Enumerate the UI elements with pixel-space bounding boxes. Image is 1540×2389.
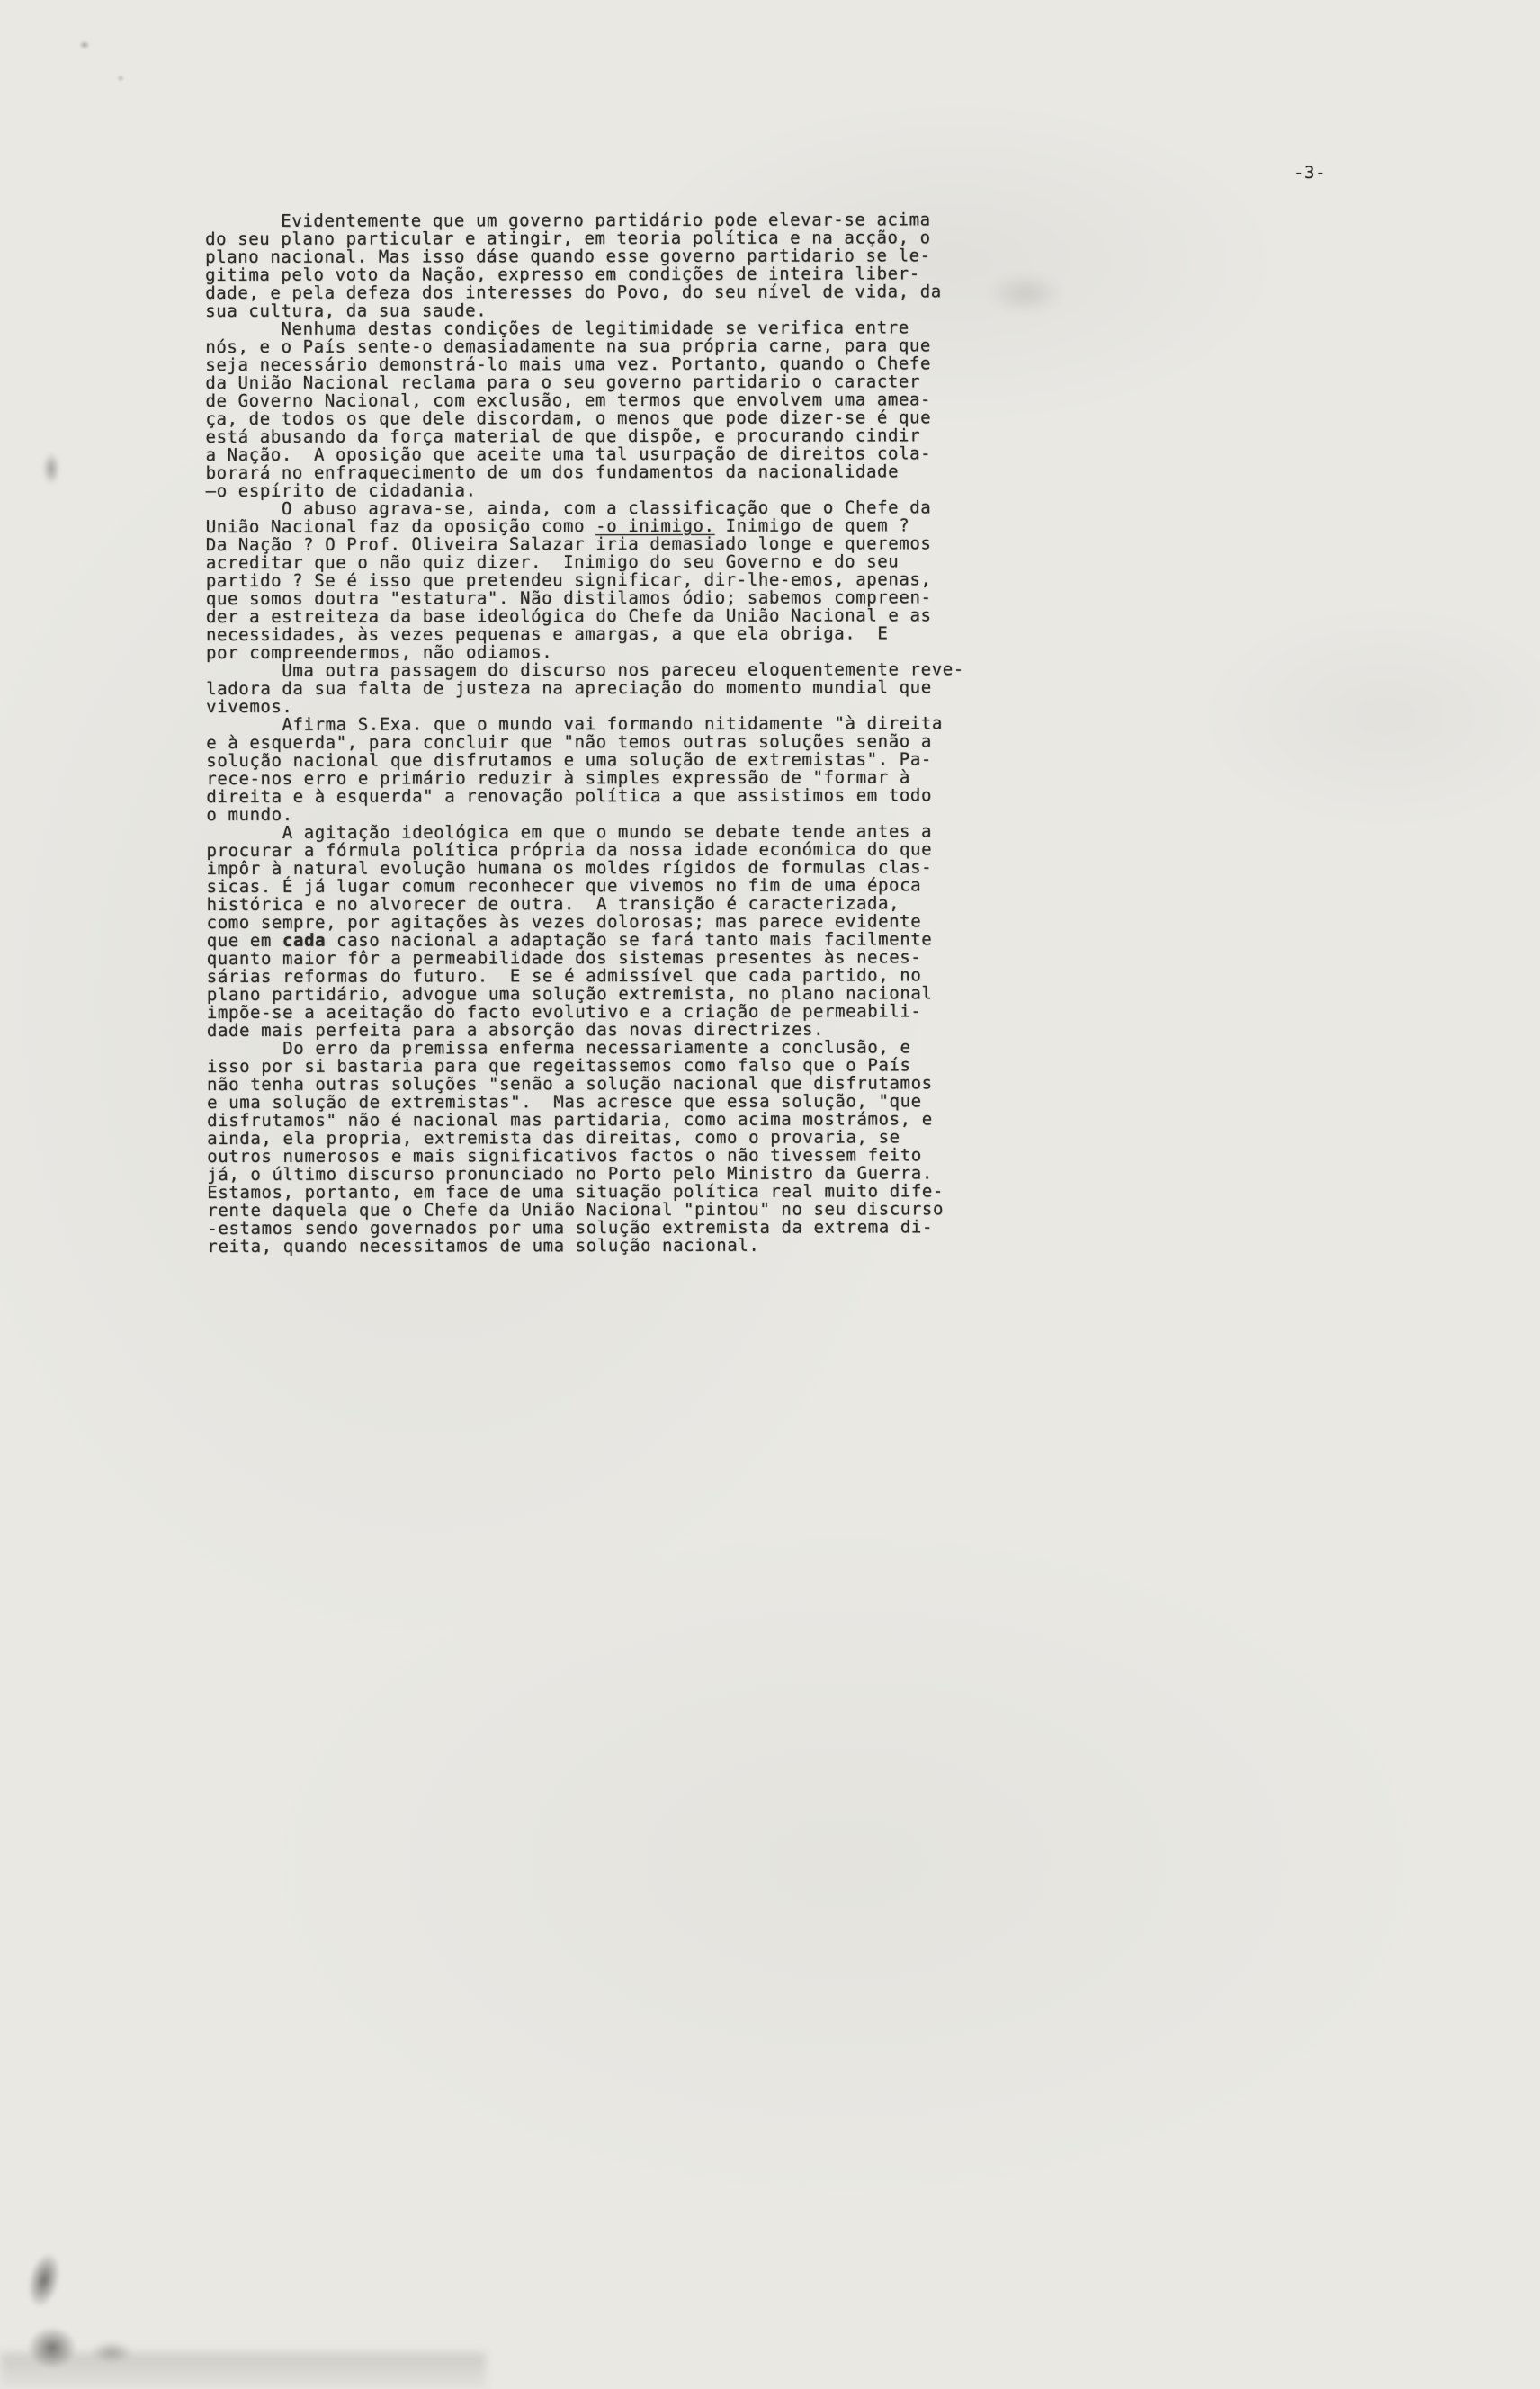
text-segment: União Nacional faz da oposição como xyxy=(205,516,596,537)
document-body xyxy=(205,210,1007,1256)
ink-smudge xyxy=(40,446,63,491)
text-line: outros numerosos e mais significativos factos o não tivessem feito xyxy=(207,1145,922,1167)
text-line: vivemos. xyxy=(206,696,293,717)
text-line: de Governo Nacional, com exclusão, em termos que envolvem uma amea- xyxy=(205,389,932,411)
text-line: Da Nação ? O Prof. Oliveira Salazar iria demasiado longe e queremos xyxy=(205,533,932,555)
text-line: do seu plano particular e atingir, em teoria política e na acção, o xyxy=(205,228,931,249)
underlined-text: -o inimigo. xyxy=(595,515,715,537)
paragraph xyxy=(206,822,1007,1040)
text-line: isso por si bastaria para que regeitassemos como falso que o País xyxy=(206,1055,911,1077)
text-line: está abusando da força material de que dispõe, e procurando cindir xyxy=(205,425,921,447)
text-line: disfrutamos" não é nacional mas partidaria, como acima mostrámos, e xyxy=(207,1109,933,1131)
text-line: a Nação. A oposição que aceite uma tal usurpação de direitos cola- xyxy=(205,443,932,465)
text-line: nós, e o País sente-o demasiadamente na sua própria carne, para que xyxy=(205,336,931,357)
text-line: já, o último discurso pronunciado no Porto pelo Ministro da Guerra. xyxy=(207,1163,933,1185)
text-line: acreditar que o não quiz dizer. Inimigo do seu Governo e do seu xyxy=(205,551,900,573)
text-line: Nenhuma destas condições de legitimidade se verifica entre xyxy=(205,318,909,339)
scan-speck xyxy=(77,40,92,50)
text-line: reita, quando necessitamos de uma solução nacional. xyxy=(207,1235,760,1257)
text-line: sicas. É já lugar comum reconhecer que vivemos no fim de uma época xyxy=(206,875,922,897)
text-line: rente daquela que o Chefe da União Nacional "pintou" no seu discurso xyxy=(207,1199,945,1221)
text-line: Afirma S.Exa. que o mundo vai formando nitidamente "à direita xyxy=(206,713,943,735)
text-line: O abuso agrava-se, ainda, com a classificação que o Chefe da xyxy=(205,497,932,519)
text-line: borará no enfraquecimento de um dos fundamentos da nacionalidade xyxy=(205,461,900,483)
text-line: rece-nos erro e primário reduzir à simples expressão de "formar à xyxy=(206,767,910,789)
corner-ink-mark xyxy=(83,2337,140,2367)
text-line: Estamos, portanto, em face de uma situação política real muito dife- xyxy=(207,1181,944,1203)
corner-ink-mark xyxy=(18,2319,86,2376)
paragraph xyxy=(206,498,1007,662)
text-line: Uma outra passagem do discurso nos pareceu eloquentemente reve- xyxy=(206,659,964,681)
text-line: ladora da sua falta de justeza na apreciação do momento mundial que xyxy=(206,677,932,699)
scan-speck xyxy=(115,74,126,83)
corner-ink-mark xyxy=(14,2238,73,2323)
text-segment: Inimigo de quem ? xyxy=(714,515,910,536)
text-line: o mundo. xyxy=(206,804,293,825)
text-line: sárias reformas do futuro. E se é admissível que cada partido, no xyxy=(206,965,922,987)
paragraph xyxy=(206,660,1007,716)
text-line: -estamos sendo governados por uma solução extremista da extrema di- xyxy=(207,1217,934,1239)
text-line: plano partidário, advogue uma solução extremista, no plano nacional xyxy=(206,983,933,1005)
text-line: ça, de todos os que dele discordam, o menos que pode dizer-se é que xyxy=(205,407,932,429)
text-line: por compreendermos, não odiamos. xyxy=(206,642,553,663)
text-line: Do erro da premissa enferma necessariamente a conclusão, e xyxy=(206,1037,911,1059)
paragraph xyxy=(205,318,1006,500)
text-line: direita e à esquerda" a renovação política a que assistimos em todo xyxy=(206,785,933,807)
text-line: que somos doutra "estatura". Não distilamos ódio; sabemos compreen- xyxy=(205,587,932,609)
text-line: impôr à natural evolução humana os moldes rígidos de formulas clas- xyxy=(206,857,933,879)
paragraph xyxy=(206,714,1007,824)
paragraph xyxy=(205,210,1006,320)
page-number: -3- xyxy=(1294,163,1327,183)
text-line: sua cultura, da sua saude. xyxy=(205,300,488,321)
text-line: seja necessário demonstrá-lo mais uma vez. Portanto, quando o Chefe xyxy=(205,353,932,375)
bold-text: cada xyxy=(282,930,327,951)
text-line: como sempre, por agitações às vezes dolorosas; mas parece evidente xyxy=(206,911,922,933)
text-line: der a estreiteza da base ideológica do Chefe da União Nacional e as xyxy=(205,605,932,627)
text-line: procurar a fórmula política própria da nossa idade económica do que xyxy=(206,839,933,861)
paragraph xyxy=(207,1038,1008,1256)
text-line: gitima pelo voto da Nação, expresso em condições de inteira liber- xyxy=(205,264,920,285)
text-line: ainda, ela propria, extremista das direitas, como o provaria, se xyxy=(207,1127,900,1149)
text-line: histórica e no alvorecer de outra. A transição é caracterizada, xyxy=(206,893,900,915)
text-line: quanto maior fôr a permeabilidade dos sistemas presentes às neces- xyxy=(206,947,922,969)
text-segment: que em xyxy=(206,930,283,951)
bottom-edge-smear xyxy=(0,2353,486,2389)
text-line: solução nacional que disfrutamos e uma solução de extremistas". Pa- xyxy=(206,749,932,771)
text-line: A agitação ideológica em que o mundo se debate tende antes a xyxy=(206,821,933,843)
text-line: Evidentemente que um governo partidário pode elevar-se acima xyxy=(204,210,931,231)
text-line: —o espírito de cidadania. xyxy=(205,480,477,501)
text-line: e à esquerda", para concluir que "não temos outras soluções senão a xyxy=(206,731,932,753)
text-line: necessidades, às vezes pequenas e amargas, a que ela obriga. E xyxy=(205,623,889,645)
text-line: plano nacional. Mas isso dáse quando esse governo partidario se le- xyxy=(205,246,931,267)
text-line: da União Nacional reclama para o seu governo partidario o caracter xyxy=(205,371,920,393)
text-line: não tenha outras soluções "senão a solução nacional que disfrutamos xyxy=(207,1073,933,1095)
text-line: dade mais perfeita para a absorção das novas directrizes. xyxy=(206,1019,825,1041)
text-line: dade, e pela defeza dos interesses do Povo, do seu nível de vida, da xyxy=(205,282,942,303)
text-segment: caso nacional a adaptação se fará tanto mais facilmente xyxy=(326,929,933,951)
text-line: e uma solução de extremistas". Mas acresce que essa solução, "que xyxy=(207,1091,922,1113)
text-line: partido ? Se é isso que pretendeu significar, dir-lhe-emos, apenas, xyxy=(205,569,932,591)
text-line: impõe-se a aceitação do facto evolutivo e a criação de permeabili- xyxy=(206,1001,922,1023)
